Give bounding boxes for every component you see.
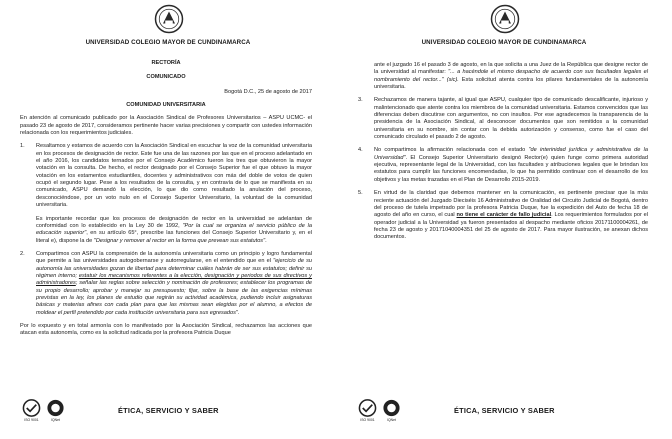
point-1-law-paragraph: Es importante recordar que los procesos de designación de rector en la universidad se adelantan de conformidad con lo establecido en la Ley 30 de 1992, "Por la cual se organiza el servicio público de la educación superior", en su artículo 65°, prescribe las funciones del Consejo Superior Universitario y, en el literal e), dispone la de "Designar y remover al rector en la forma que prevean sus estatutos". (36, 215, 312, 244)
letter-heading-rectoria: RECTORÍA (151, 60, 181, 66)
page-2 (336, 0, 672, 439)
point-text: Rechazamos de manera tajante, al igual que ASPU, cualquier tipo de comunicado descalificante, injurioso y malintencionado que atente contra los miembros de la comunidad universitaria. Estamos convencidos que las diferencias deben discutirse con argumentos, no con insultos. Por ese agradecemos la transparencia de la presidencia de la Asociación Sindical, al desconocer documentos que son remitidos a la comunidad universitaria en su nombre, sin contar con la debida autorización y consenso, como fue el caso del comunicado circulado el pasado 2 de agosto. (374, 97, 648, 141)
intro-paragraph: En atención al comunicado publicado por la Asociación Sindical de Profesores Universitarios – ASPU UCMC- el pasado 23 de agosto de 2017, consideramos pertinente hacer varias precisiones y compartir con ustedes información relacionada con los requerimientos judiciales. (20, 115, 312, 137)
point-2 (20, 251, 312, 317)
page-footer (22, 398, 322, 432)
point-4 (358, 147, 648, 184)
institution-name: UNIVERSIDAD COLEGIO MAYOR DE CUNDINAMARCA (421, 39, 587, 46)
letter-heading-comunicado: COMUNICADO (146, 74, 186, 81)
iqnet-logo-icon (46, 398, 65, 418)
point-text: En virtud de la claridad que debemos mantener en la comunicación, es pertinente precisar que la más reciente actuación del Juzgado Dieciséis 16 Administrativo de Oralidad del Circuito Judicial de Bogotá, dentro del proceso de tutela impetrado por la profesora Patricia Duque, fue la expedición del Auto de fecha 18 de agosto del año en curso, el cual no tiene el carácter de fallo judicial. Los requerimientos formulados por el operador judicial a la Universidad ya fueron presentados al despacho mediante oficios 20171100004261, de fecha 23 de agosto y 20171040004351 del 25 de agosto de 2017. Para mayor ilustración, se anexan dichos documentos. (374, 190, 649, 241)
university-seal-icon (154, 4, 184, 34)
certification-badge: IQNet (46, 398, 65, 428)
iqnet-logo-icon (382, 398, 401, 418)
letter-date: Bogotá D.C., 25 de agosto de 2017 (224, 88, 312, 95)
letter-body-continued (358, 62, 648, 248)
footer-motto: ÉTICA, SERVICIO Y SABER (454, 406, 555, 415)
letter-title: COMUNIDAD UNIVERSITARIA (126, 102, 206, 109)
point-number: 3. (358, 97, 363, 104)
point-number: 4. (358, 147, 363, 154)
point-3 (358, 97, 648, 141)
footer-motto: ÉTICA, SERVICIO Y SABER (118, 406, 219, 415)
university-seal-icon (490, 4, 520, 34)
certification-seal-icon (22, 398, 41, 418)
point-5 (358, 190, 648, 241)
continuation-paragraph: ante el juzgado 16 el pasado 3 de agosto, en la que solicita a una Juez de la República que designe rector de la universidad al manifestar: "... a hacéndole el mismo despacho de acuerdo con sus facultades legales el nombramiento del rector..." (sic). Esta solicitud atenta contra los pilares fundamentales de la autonomía universitaria. (374, 62, 648, 91)
point-1 (20, 143, 312, 209)
point-number: 2. (20, 250, 25, 257)
certification-badge: IQNet (382, 398, 401, 428)
point-text: No compartimos la afirmación relacionada con el estado "de interinidad jurídica y administrativa de la Universidad". El Consejo Superior Universitario designó Rector(e) quien funge como primera autoridad ejecutiva, representante legal de la Universidad, con las facultades y atribuciones legales que le brindan los estatutos para cumplir las funciones encomendadas, lo que ha permitido continuar con el desarrollo de los objetivos y las metas trazadas en el Plan de Desarrollo 2015-2019. (374, 147, 648, 183)
certification-badge: ISO 9001 (358, 398, 377, 428)
page-footer (358, 398, 658, 432)
institution-name: UNIVERSIDAD COLEGIO MAYOR DE CUNDINAMARCA (85, 39, 251, 46)
point-text: Compartimos con ASPU la comprensión de la autonomía universitaria como un principio y logro fundamental que permite a las universidades autogobernarse y autorregularse, en el entendido que en el "ejercicio de su autonomía las universidades gozan de libertad para determinar cuáles habrán de ser sus estatutos; definir su régimen interno; estatuir los mecanismos referentes a la elección, designación y periodos de sus directivos y administradores; señalar las reglas sobre selección y nominación de profesores; establecer los programas de su propio desarrollo; aprobar y manejar su presupuesto; fijar, sobre la base de las exigencias mínimas previstas en la ley, los planes de estudio que regirán su actividad académica, pudiendo incluir asignaturas básicas y materias afines con cada plan para que las mismas sean elegidas por el alumno, a efectos de moldear el perfil pretendido por cada institución universitaria para sus egresados". (36, 250, 312, 316)
certification-badge: ISO 9001 (22, 398, 41, 428)
certification-seal-icon (358, 398, 377, 418)
letter-body (20, 60, 312, 344)
point-number: 1. (20, 143, 25, 150)
closing-paragraph: Por lo expuesto y en total armonía con lo manifestado por la Asociación Sindical, rechazamos las acciones que atacan esta autonomía, como es la solicitud radicada por la profesora Patricia Duque (20, 322, 312, 337)
point-number: 5. (358, 190, 363, 197)
point-text: Resaltamos y estamos de acuerdo con la Asociación Sindical en escuchar la voz de la comunidad universitaria en los procesos de designación de rector. Este fue una de las razones por las que en el proceso adelantado en el año 2016, los candidatos ternados por el Consejo Académico fueron los tres que obtuvieron la mayor votación en la consulta. De hecho, el rector designado por el Consejo Superior fue el que obtuvo la mayor votación en los estamentos estudiantiles, docentes y administrativos con más del doble de votos de quien ocupó el segundo lugar. Pese a los resultados de la consulta, y en contravía de lo que se manifiesta en su comunicado, ASPU demandó la elección, lo que dio como resultado la anulación del proceso, desconociéndose, por un voto nulo en el Consejo Superior Universitario, la voluntad de la comunidad universitaria. (36, 143, 312, 209)
